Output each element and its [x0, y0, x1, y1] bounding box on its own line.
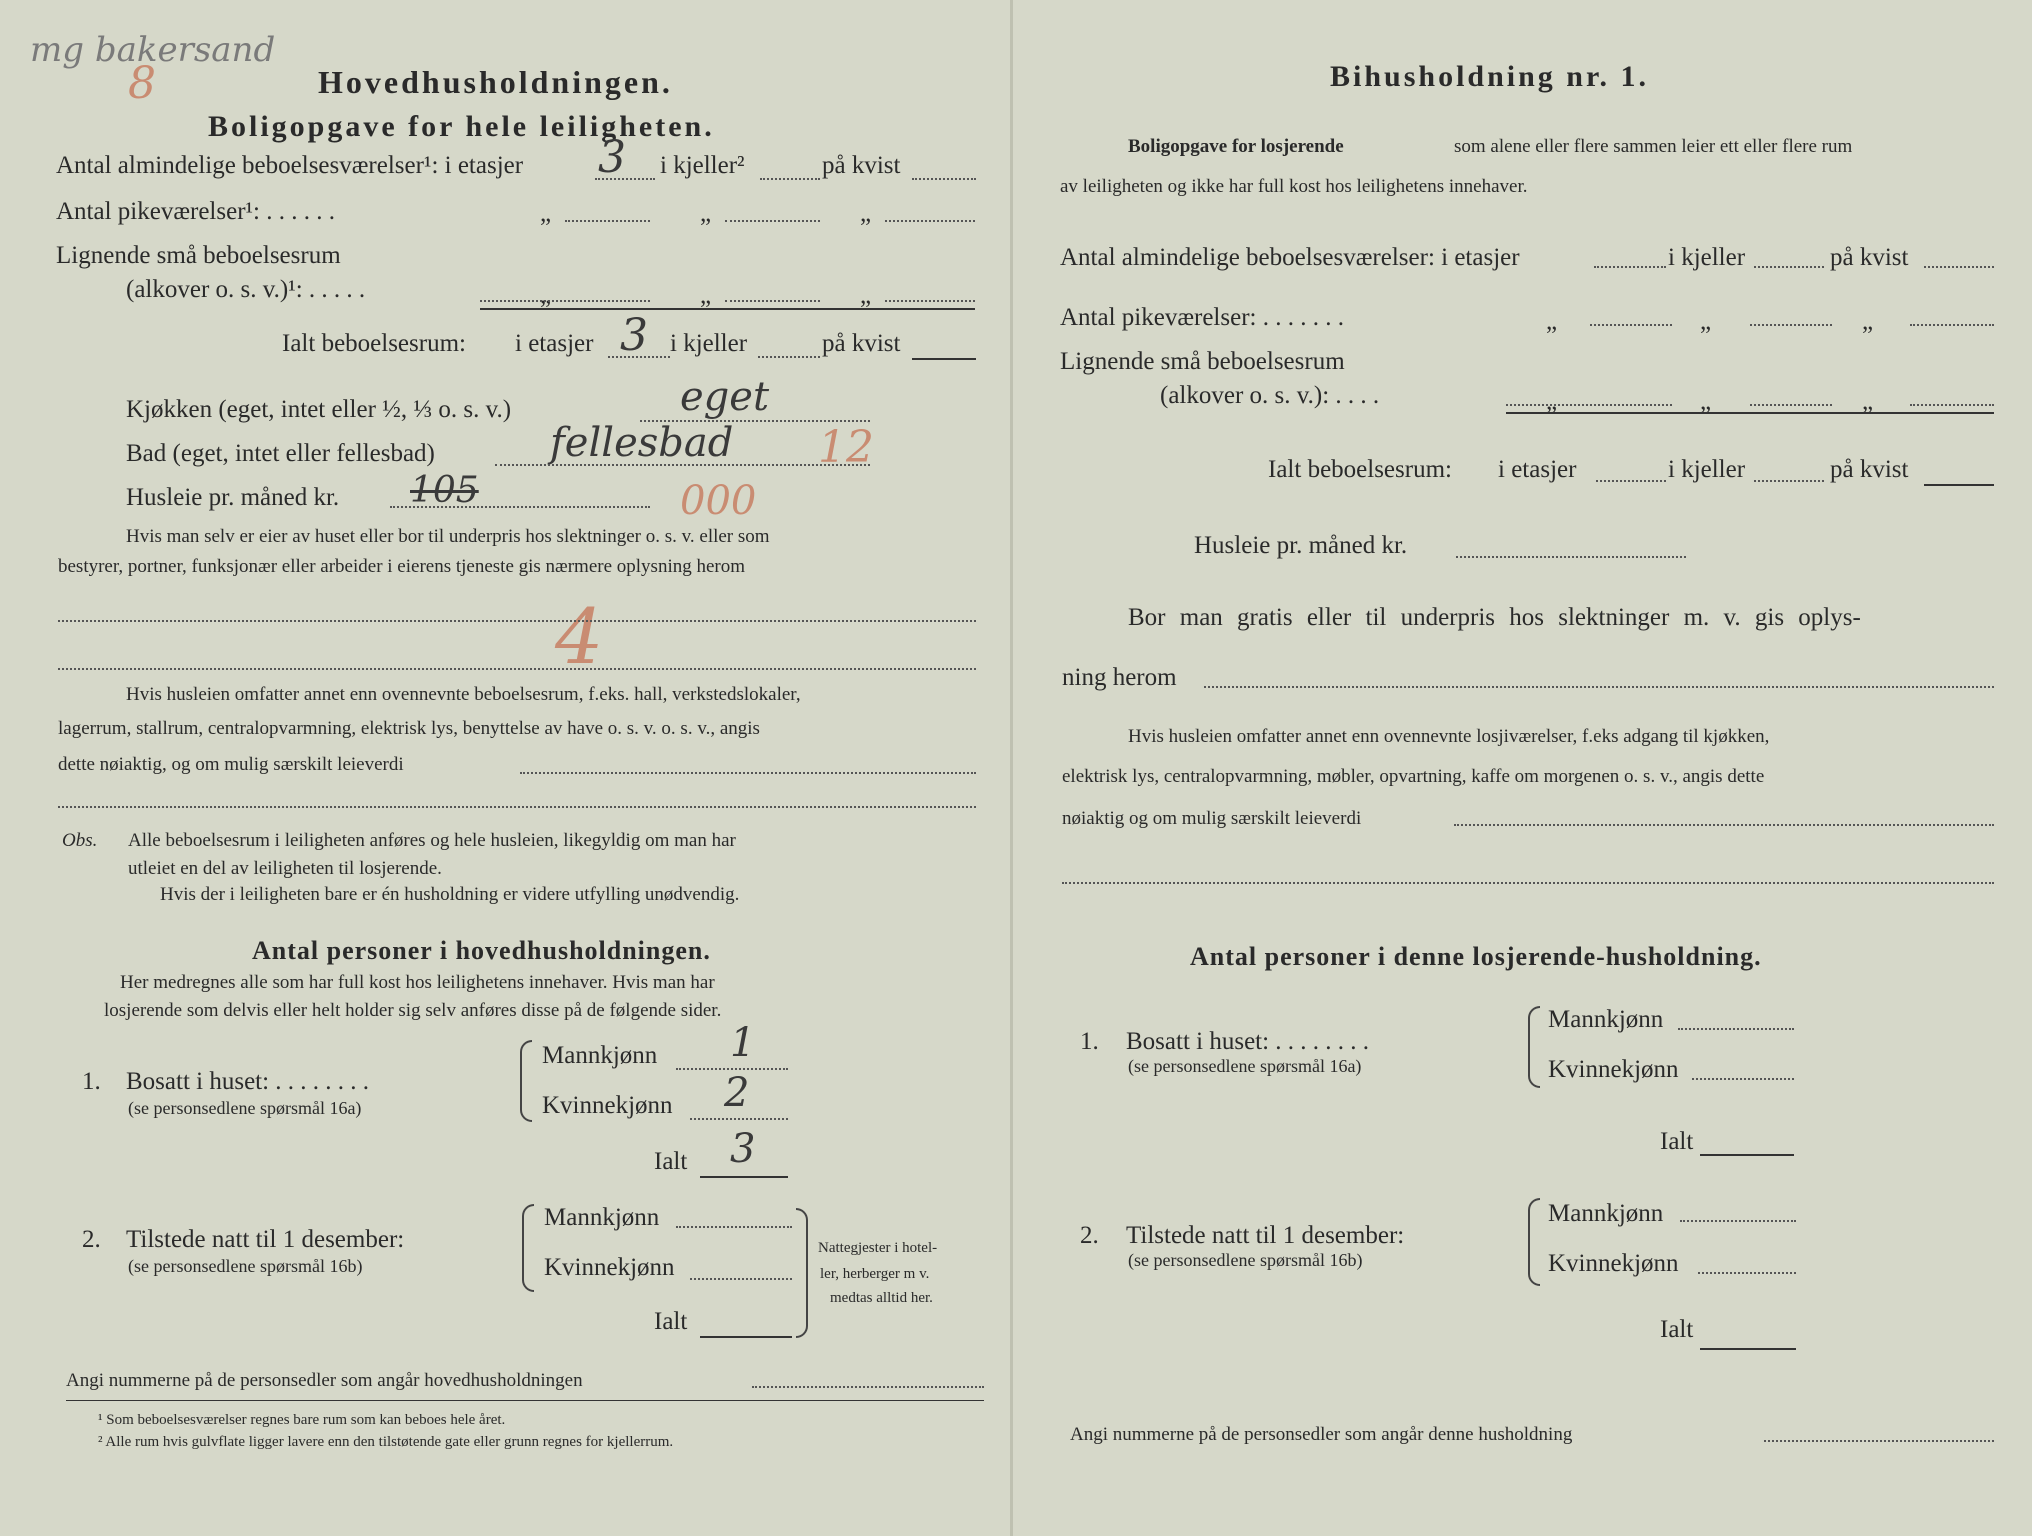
text-omfatter-3: dette nøiaktig, og om mulig særskilt leieverdi: [58, 754, 404, 775]
label-antal-vaerelser: Antal almindelige beboelsesværelser¹: i etasjer: [56, 152, 524, 179]
field-ialt-kvist[interactable]: [1924, 484, 1994, 486]
tilstede-label: Tilstede natt til 1 desember:: [126, 1226, 405, 1253]
label-husleie: Husleie pr. måned kr.: [1194, 532, 1408, 559]
bosatt-brace: [520, 1040, 532, 1122]
bosatt-ialt-label: Ialt: [654, 1148, 688, 1175]
tilstede-brace: [1528, 1198, 1540, 1286]
field-bosatt-ialt[interactable]: [700, 1176, 788, 1178]
ditto-1: „: [540, 200, 552, 227]
field-herom-1[interactable]: [58, 620, 976, 622]
label-ialt-kvist: på kvist: [822, 330, 901, 357]
field-kvist[interactable]: [912, 178, 976, 180]
field-alkover-kjeller[interactable]: [1750, 404, 1832, 406]
tilstede-kvinne-label: Kvinnekjønn: [544, 1254, 675, 1281]
ditto-4: „: [1546, 388, 1558, 415]
left-page: [0, 0, 1008, 1536]
ditto-3: „: [1862, 308, 1874, 335]
field-tilstede-kvinne[interactable]: [690, 1278, 792, 1280]
field-tilstede-ialt[interactable]: [700, 1336, 792, 1338]
red-note-herom: 4: [555, 592, 604, 681]
label-ialt-beboelsesrum: Ialt beboelsesrum:: [1268, 456, 1452, 483]
label-pikevaerelser: Antal pikeværelser¹: . . . . . .: [56, 198, 335, 225]
ditto-3: „: [860, 200, 872, 227]
intro-text-1: som alene eller flere sammen leier ett eller flere rum: [1454, 136, 1853, 157]
persons-title: Antal personer i denne losjerende-husholdning.: [1190, 942, 1762, 971]
text-gratis-1: Bor man gratis eller til underpris hos slektninger m. v. gis oplys-: [1128, 604, 1861, 631]
red-note-husleie: 000: [680, 478, 757, 524]
field-leieverdi-1[interactable]: [520, 772, 976, 774]
field-pike-kjeller[interactable]: [725, 220, 820, 222]
field-tilstede-mann[interactable]: [1680, 1220, 1796, 1222]
field-leieverdi-2[interactable]: [1062, 882, 1994, 884]
field-pike-kvist[interactable]: [1910, 324, 1994, 326]
bosatt-ref: (se personsedlene spørsmål 16a): [1128, 1056, 1362, 1076]
obs-text-1: Alle beboelsesrum i leiligheten anføres og hele husleien, likegyldig om man har: [128, 830, 736, 851]
tilstede-mann-label: Mannkjønn: [544, 1204, 660, 1231]
nattegjester-note-3: medtas alltid her.: [830, 1290, 933, 1306]
obs-text-3: Hvis der i leiligheten bare er én husholdning er videre utfylling unødvendig.: [160, 884, 740, 905]
field-ialt-kvist[interactable]: [912, 358, 976, 360]
value-etasjer: 3: [598, 132, 626, 183]
sum-rule: [480, 308, 975, 310]
field-ialt-kjeller[interactable]: [1754, 480, 1824, 482]
page-title: Hovedhusholdningen.: [318, 64, 673, 100]
angi-nummerne: Angi nummerne på de personsedler som angår hovedhusholdningen: [66, 1370, 583, 1391]
ditto-5: „: [700, 282, 712, 309]
red-note-bad: 12: [818, 422, 874, 473]
field-husleie[interactable]: [1456, 556, 1686, 558]
footnote-2: ² Alle rum hvis gulvflate ligger lavere enn den tilstøtende gate eller grunn regnes for kjellerrum.: [98, 1434, 674, 1450]
bosatt-ref: (se personsedlene spørsmål 16a): [128, 1098, 362, 1118]
bosatt-kvinne-label: Kvinnekjønn: [542, 1092, 673, 1119]
label-pikevaerelser: Antal pikeværelser: . . . . . . .: [1060, 304, 1344, 331]
label-ialt-etasjer: i etasjer: [515, 330, 594, 357]
tilstede-mann-label: Mannkjønn: [1548, 1200, 1664, 1227]
field-etasjer[interactable]: [1594, 266, 1666, 268]
text-omfatter-1: Hvis husleien omfatter annet enn ovennevnte losjiværelser, f.eks adgang til kjøkken,: [1128, 726, 1770, 747]
page-title: Bihusholdning nr. 1.: [1330, 60, 1650, 93]
field-kjeller[interactable]: [760, 178, 820, 180]
text-omfatter-2: lagerrum, stallrum, centralopvarmning, elektrisk lys, benyttelse av have o. s. v. o. s. v., angis: [58, 718, 760, 739]
tilstede-number: 2.: [82, 1226, 101, 1253]
field-pike-etasjer[interactable]: [1590, 324, 1672, 326]
label-kjokken: Kjøkken (eget, intet eller ½, ⅓ o. s. v.): [126, 396, 512, 423]
bosatt-number: 1.: [82, 1068, 101, 1095]
field-angi-nummerne[interactable]: [752, 1386, 984, 1388]
field-ialt-kjeller[interactable]: [758, 356, 820, 358]
ditto-6: „: [1862, 388, 1874, 415]
field-pike-kjeller[interactable]: [1750, 324, 1832, 326]
footnote-1: ¹ Som beboelsesværelser regnes bare rum som kan beboes hele året.: [98, 1412, 506, 1428]
field-tilstede-mann[interactable]: [676, 1226, 792, 1228]
field-pike-kvist[interactable]: [885, 220, 975, 222]
page-subtitle: Boligopgave for hele leiligheten.: [208, 110, 715, 143]
bosatt-mann-label: Mannkjønn: [1548, 1006, 1664, 1033]
field-kvist[interactable]: [1924, 266, 1994, 268]
ditto-6: „: [860, 282, 872, 309]
ditto-4: „: [540, 282, 552, 309]
value-bad: fellesbad: [550, 420, 734, 466]
field-bosatt-ialt[interactable]: [1700, 1154, 1794, 1156]
ditto-2: „: [1700, 308, 1712, 335]
sum-rule: [1506, 412, 1994, 414]
field-alkover-etasjer[interactable]: [480, 300, 650, 302]
field-bosatt-kvinne[interactable]: [690, 1118, 788, 1120]
field-kjeller[interactable]: [1754, 266, 1824, 268]
label-ialt-kjeller: i kjeller: [1668, 456, 1746, 483]
bosatt-mann-label: Mannkjønn: [542, 1042, 658, 1069]
bosatt-label: Bosatt i huset: . . . . . . . .: [126, 1068, 370, 1095]
text-omfatter-2: elektrisk lys, centralopvarmning, møbler, opvartning, kaffe om morgenen o. s. v., angis dette: [1062, 766, 1765, 787]
label-alkover: (alkover o. s. v.): . . . .: [1160, 382, 1380, 409]
tilstede-label: Tilstede natt til 1 desember:: [1126, 1222, 1405, 1249]
bosatt-kvinne-label: Kvinnekjønn: [1548, 1056, 1679, 1083]
value-ialt-etasjer: 3: [620, 310, 648, 361]
field-ialt-etasjer[interactable]: [1596, 480, 1666, 482]
tilstede-brace: [522, 1204, 534, 1292]
field-alkover-kvist[interactable]: [885, 300, 975, 302]
text-omfatter-3: nøiaktig og om mulig særskilt leieverdi: [1062, 808, 1362, 829]
label-husleie: Husleie pr. måned kr.: [126, 484, 340, 511]
field-leieverdi-2[interactable]: [58, 806, 976, 808]
nattegjester-brace: [796, 1208, 808, 1338]
text-omfatter-1: Hvis husleien omfatter annet enn ovennevnte beboelsesrum, f.eks. hall, verkstedslokaler,: [126, 684, 801, 705]
field-alkover-etasjer[interactable]: [1506, 404, 1672, 406]
ditto-5: „: [1700, 388, 1712, 415]
tilstede-kvinne-label: Kvinnekjønn: [1548, 1250, 1679, 1277]
text-eier-1: Hvis man selv er eier av huset eller bor til underpris hos slektninger o. s. v. eller som: [126, 526, 770, 547]
value-kjokken: eget: [680, 374, 770, 420]
obs-label: Obs.: [62, 830, 98, 851]
field-bosatt-mann[interactable]: [1678, 1028, 1794, 1030]
tilstede-ialt-label: Ialt: [1660, 1316, 1694, 1343]
field-bosatt-kvinne[interactable]: [1692, 1078, 1794, 1080]
tilstede-ref: (se personsedlene spørsmål 16b): [1128, 1250, 1363, 1270]
label-kvist: på kvist: [822, 152, 901, 179]
persons-note-2: losjerende som delvis eller helt holder sig selv anføres disse på de følgende sider.: [104, 1000, 722, 1021]
ditto-2: „: [700, 200, 712, 227]
label-antal-vaerelser: Antal almindelige beboelsesværelser: i etasjer: [1060, 244, 1520, 271]
field-bad[interactable]: [495, 464, 870, 466]
intro-text-2: av leiligheten og ikke har full kost hos leilighetens innehaver.: [1060, 176, 1528, 197]
pencil-note: mg bakersand: [30, 30, 276, 70]
value-bosatt-ialt: 3: [730, 1126, 756, 1172]
field-ialt-etasjer[interactable]: [608, 356, 670, 358]
label-ialt-etasjer: i etasjer: [1498, 456, 1577, 483]
label-ialt-beboelsesrum: Ialt beboelsesrum:: [282, 330, 466, 357]
field-alkover-kvist[interactable]: [1910, 404, 1994, 406]
field-husleie[interactable]: [390, 506, 650, 508]
field-leieverdi-1[interactable]: [1454, 824, 1994, 826]
right-page: [1014, 0, 2032, 1536]
field-angi-nummerne[interactable]: [1764, 1440, 1994, 1442]
bosatt-ialt-label: Ialt: [1660, 1128, 1694, 1155]
intro-bold: Boligopgave for losjerende: [1128, 136, 1344, 157]
obs-text-2: utleiet en del av leiligheten til losjerende.: [128, 858, 442, 879]
field-tilstede-kvinne[interactable]: [1698, 1272, 1796, 1274]
text-gratis-2: ning herom: [1062, 664, 1177, 691]
value-bosatt-kvinne: 2: [724, 1070, 750, 1116]
label-lignende: Lignende små beboelsesrum: [56, 242, 341, 269]
bosatt-number: 1.: [1080, 1028, 1099, 1055]
bosatt-brace: [1528, 1006, 1540, 1088]
tilstede-ref: (se personsedlene spørsmål 16b): [128, 1256, 363, 1276]
label-ialt-kjeller: i kjeller: [670, 330, 748, 357]
label-kvist: på kvist: [1830, 244, 1909, 271]
red-number-note: 8: [128, 58, 156, 109]
label-ialt-kvist: på kvist: [1830, 456, 1909, 483]
angi-nummerne: Angi nummerne på de personsedler som angår denne husholdning: [1070, 1424, 1573, 1445]
label-alkover: (alkover o. s. v.)¹: . . . . .: [126, 276, 366, 303]
tilstede-ialt-label: Ialt: [654, 1308, 688, 1335]
value-bosatt-mann: 1: [730, 1020, 756, 1066]
nattegjester-note-2: ler, herberger m v.: [820, 1266, 930, 1282]
bosatt-label: Bosatt i huset: . . . . . . . .: [1126, 1028, 1370, 1055]
label-bad: Bad (eget, intet eller fellesbad): [126, 440, 435, 467]
ditto-1: „: [1546, 308, 1558, 335]
value-husleie-struck: 105: [410, 470, 479, 511]
field-tilstede-ialt[interactable]: [1700, 1348, 1796, 1350]
field-alkover-kjeller[interactable]: [725, 300, 820, 302]
tilstede-number: 2.: [1080, 1222, 1099, 1249]
footnote-rule: [66, 1400, 984, 1401]
persons-note-1: Her medregnes alle som har full kost hos leilighetens innehaver. Hvis man har: [120, 972, 715, 993]
label-kjeller: i kjeller²: [660, 152, 745, 179]
nattegjester-note-1: Nattegjester i hotel-: [818, 1240, 938, 1256]
field-herom-2[interactable]: [58, 668, 976, 670]
text-eier-2: bestyrer, portner, funksjonær eller arbeider i eierens tjeneste gis nærmere oplysning herom: [58, 556, 746, 577]
persons-title: Antal personer i hovedhusholdningen.: [252, 936, 711, 965]
field-pike-etasjer[interactable]: [565, 220, 650, 222]
field-gratis[interactable]: [1204, 686, 1994, 688]
page-fold: [1010, 0, 1013, 1536]
label-kjeller: i kjeller: [1668, 244, 1746, 271]
label-lignende: Lignende små beboelsesrum: [1060, 348, 1345, 375]
